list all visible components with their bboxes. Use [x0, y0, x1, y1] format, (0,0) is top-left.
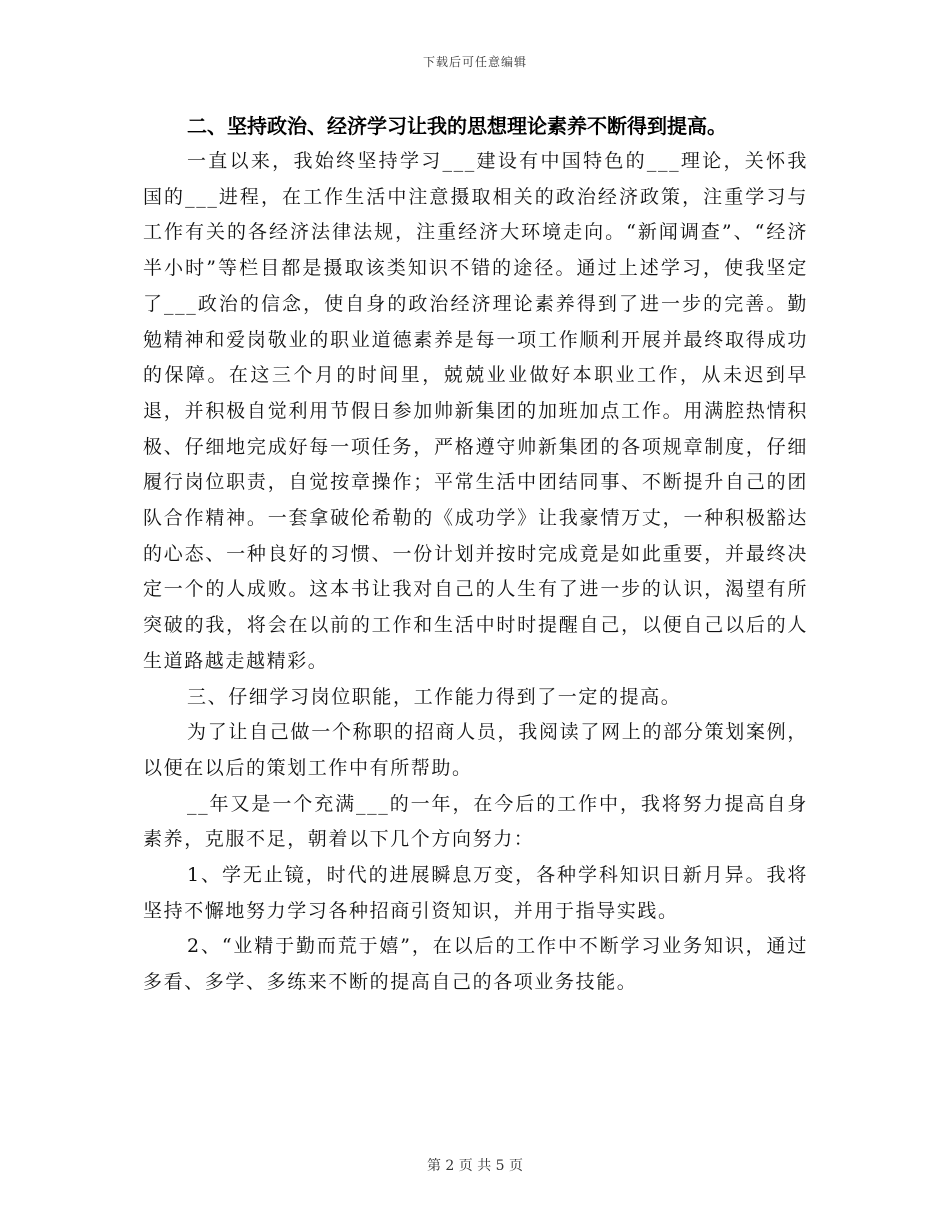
- paragraph-next-year: __年又是一个充满___的一年，在今后的工作中，我将努力提高自身素养，克服不足，朝着以下几个方向努力：: [143, 792, 808, 851]
- paragraph-item-1: 1、学无止镜，时代的进展瞬息万变，各种学科知识日新月异。我将坚持不懈地努力学习各种招商引资知识，并用于指导实践。: [143, 864, 808, 922]
- section-heading: 二、坚持政治、经济学习让我的思想理论素养不断得到提高。: [187, 114, 727, 138]
- document-body: [143, 108, 808, 1001]
- paragraph-section-three: 三、仔细学习岗位职能，工作能力得到了一定的提高。: [187, 685, 682, 708]
- paragraph-reading: 为了让自己做一个称职的招商人员，我阅读了网上的部分策划案例，以便在以后的策划工作中有所帮助。: [143, 721, 808, 779]
- paragraph-item-2: 2、“业精于勤而荒于嬉”，在以后的工作中不断学习业务知识，通过多看、多学、多练来不断的提高自己的各项业务技能。: [143, 935, 808, 994]
- paragraph-intro: 一直以来，我始终坚持学习___建设有中国特色的___理论，关怀我国的___进程，在工作生活中注意摄取相关的政治经济政策，注重学习与工作有关的各经济法律法规，注重经济大环境走向。“新闻调查”、“经济半小时”等栏目都是摄取该类知识不错的途径。通过上述学习，使我坚定了___政治的信念，使自身的政治经济理论素养得到了进一步的完善。勤勉精神和爱岗敬业的职业道德素养是每一项工作顺利开展并最终取得成功的保障。在这三个月的时间里，兢兢业业做好本职业工作，从未迟到早退，并积极自觉利用节假日参加帅新集团的加班加点工作。用满腔热情积极、仔细地完成好每一项任务，严格遵守帅新集团的各项规章制度，仔细履行岗位职责，自觉按章操作；平常生活中团结同事、不断提升自己的团队合作精神。一套拿破伦希勒的《成功学》让我豪情万丈，一种积极豁达的心态、一种良好的习惯、一份计划并按时完成竟是如此重要，并最终决定一个的人成败。这本书让我对自己的人生有了进一步的认识，渴望有所突破的我，将会在以前的工作和生活中时时提醒自己，以便自己以后的人生道路越走越精彩。: [143, 150, 808, 672]
- page-header: 下载后可任意编辑: [422, 55, 527, 69]
- page-number: 第 2 页 共 5 页: [426, 1158, 524, 1174]
